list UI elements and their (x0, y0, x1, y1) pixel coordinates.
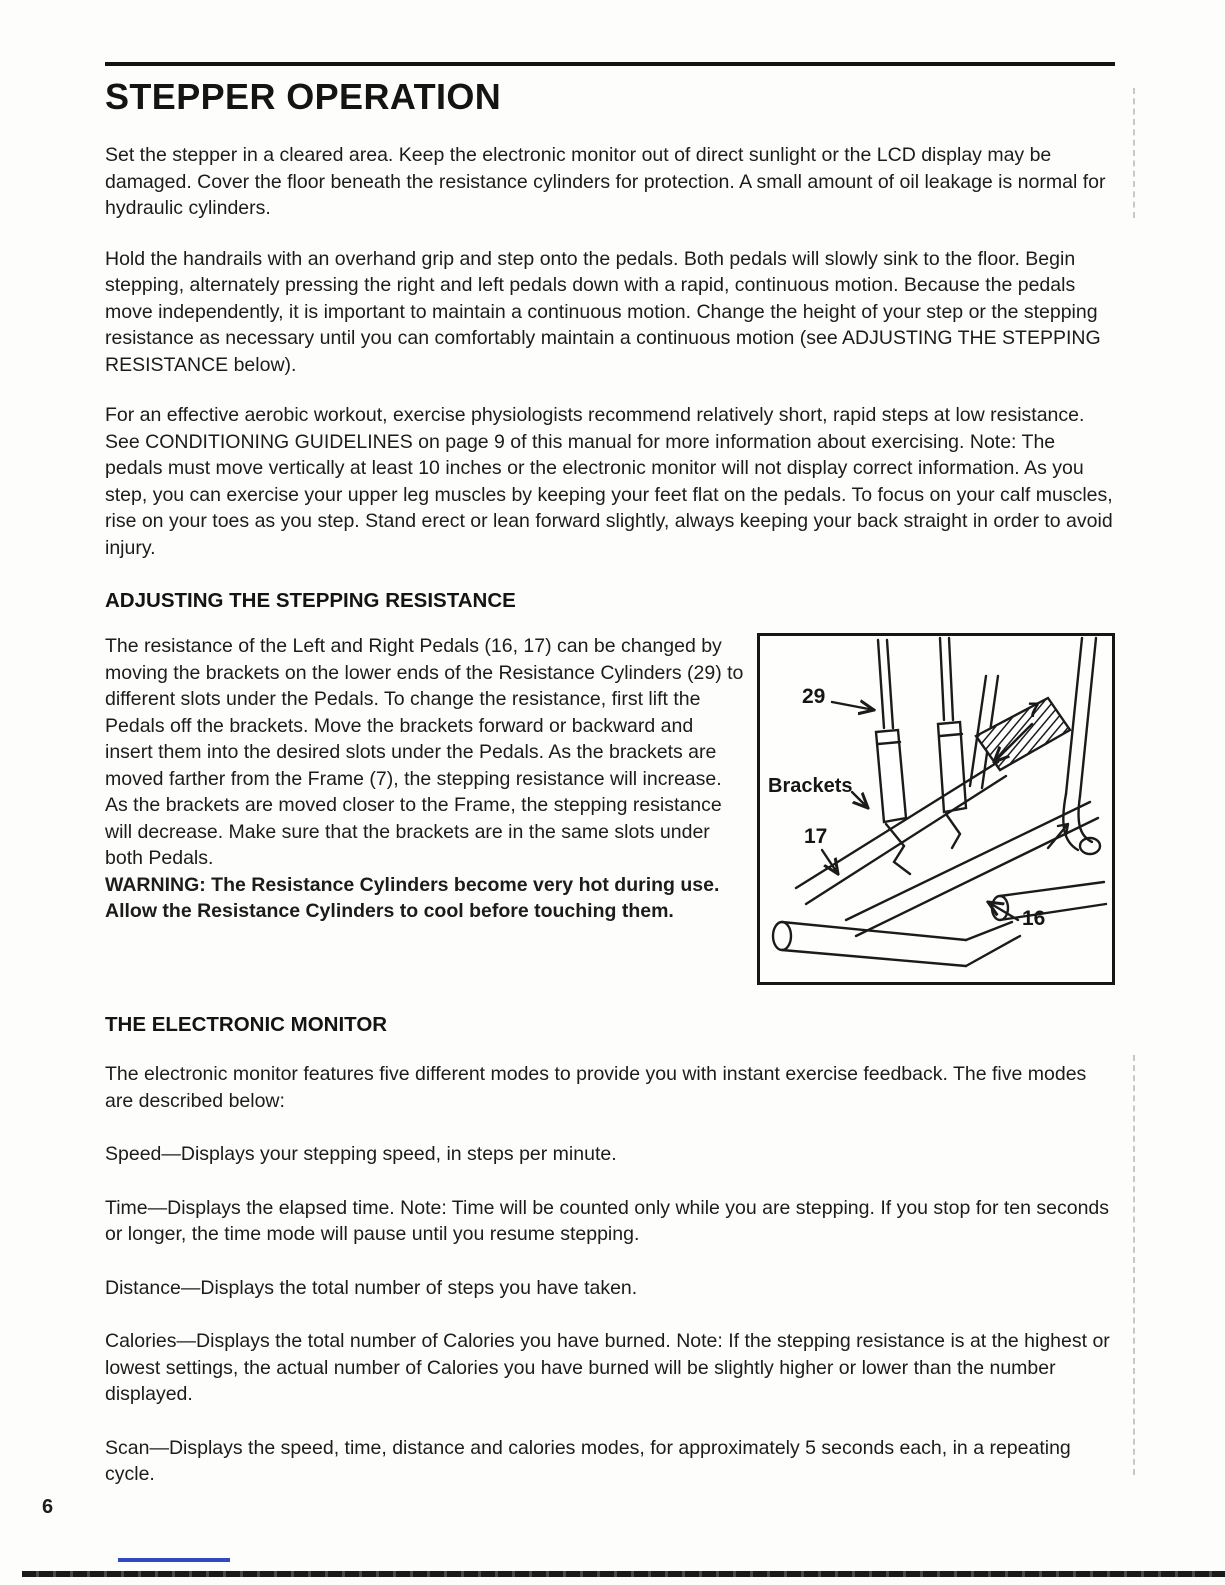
footer-rule (22, 1571, 1225, 1577)
scan-artifact (1133, 88, 1135, 218)
adjusting-text-column (105, 633, 745, 925)
resistance-warning: WARNING: The Resistance Cylinders become very hot during use. Allow the Resistance Cylinders to cool before touching them. (105, 873, 720, 922)
mode-time: Time—Displays the elapsed time. Note: Time will be counted only while you are stepping. If you stop for ten seconds or longer, the time mode will pause until you resume stepping. (105, 1196, 1110, 1245)
figure-label-cylinder-29: 29 (802, 685, 826, 708)
title-rule (105, 62, 1115, 66)
scan-artifact (1133, 1055, 1135, 1475)
intro-paragraph-2: Hold the handrails with an overhand grip and step onto the pedals. Both pedals will slowly sink to the floor. Begin stepping, alternately pressing the right and left pedals down with a rapid, continuous motion. Because the pedals move independently, it is important to maintain a continuous motion. Change the height of your step or the stepping resistance as necessary until you can comfortably maintain a continuous motion (see ADJUSTING THE STEPPING RESISTANCE below). (105, 247, 1101, 376)
adjusting-body: The resistance of the Left and Right Pedals (16, 17) can be changed by moving the brackets on the lower ends of the Resistance Cylinders (29) to different slots under the Pedals. To change the resistance, first lift the Pedals off the brackets. Move the brackets forward or backward and insert them into the desired slots under the Pedals. As the brackets are moved farther from the Frame (7), the stepping resistance will increase. As the brackets are moved closer to the Frame, the stepping resistance will decrease. Make sure that the brackets are in the same slots under both Pedals. (105, 635, 744, 869)
stepper-figure (757, 633, 1115, 985)
footer-blue-line (118, 1558, 230, 1562)
electronic-monitor-heading: THE ELECTRONIC MONITOR (105, 1013, 388, 1036)
adjusting-section (105, 633, 1115, 985)
monitor-modes-list (105, 1141, 1115, 1488)
intro-paragraph-1: Set the stepper in a cleared area. Keep the electronic monitor out of direct sunlight or the LCD display may be damaged. Cover the floor beneath the resistance cylinders for protection. A small amount of oil leakage is normal for hydraulic cylinders. (105, 144, 1106, 219)
intro-paragraph-3: For an effective aerobic workout, exercise physiologists recommend relatively short, rapid steps at low resistance. See CONDITIONING GUIDELINES on page 9 of this manual for more information about exercising. Note: The pedals must move vertically at least 10 inches or the electronic monitor will not display correct information. As you step, you can exercise your upper leg muscles by keeping your feet flat on the pedals. To focus on your calf muscles, rise on your toes as you step. Stand erect or lean forward slightly, always keeping your back straight in order to avoid injury. (105, 404, 1113, 559)
mode-scan: Scan—Displays the speed, time, distance and calories modes, for approximately 5 seconds each, in a repeating cycle. (105, 1436, 1071, 1485)
page-content (105, 42, 1115, 1488)
mode-distance: Distance—Displays the total number of steps you have taken. (105, 1276, 638, 1299)
adjusting-resistance-heading: ADJUSTING THE STEPPING RESISTANCE (105, 589, 516, 612)
mode-speed: Speed—Displays your stepping speed, in steps per minute. (105, 1143, 617, 1165)
page-number: 6 (42, 1496, 54, 1518)
page-title: STEPPER OPERATION (105, 76, 502, 117)
figure-label-right-pedal-16: 16 (1022, 907, 1046, 930)
figure-label-left-pedal-17: 17 (804, 825, 828, 848)
figure-label-frame-7: 7 (1028, 699, 1040, 722)
mode-calories: Calories—Displays the total number of Calories you have burned. Note: If the stepping resistance is at the highest or lowest settings, the actual number of Calories you have burned will be slightly higher or lower than the number displayed. (105, 1330, 1110, 1405)
monitor-intro: The electronic monitor features five different modes to provide you with instant exercise feedback. The five modes are described below: (105, 1063, 1087, 1112)
figure-label-brackets: Brackets (768, 775, 853, 797)
